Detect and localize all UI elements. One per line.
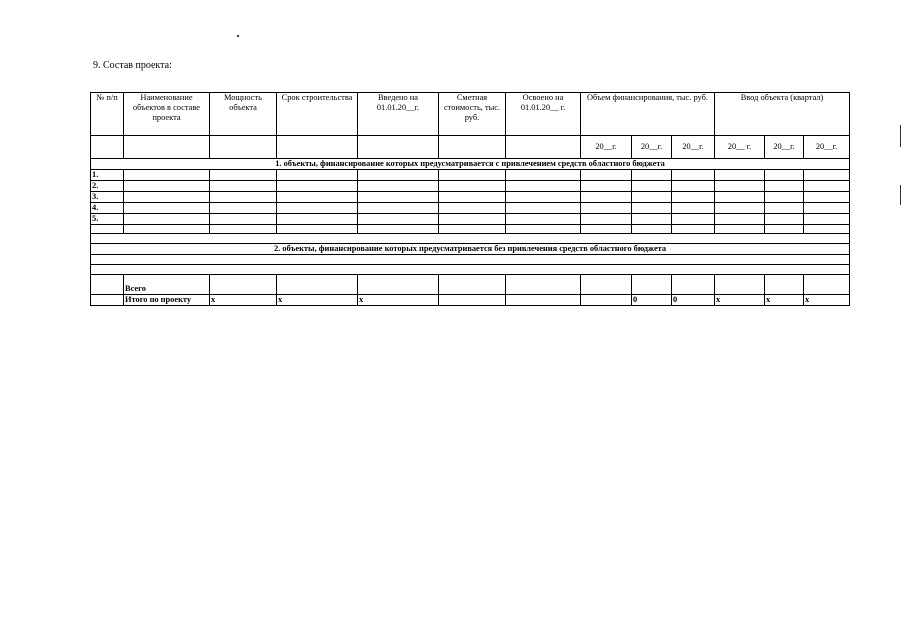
year-row — [91, 136, 850, 159]
cell — [804, 170, 850, 181]
cell — [632, 181, 672, 192]
cell — [506, 275, 581, 295]
commissioning-year: 20__г. — [765, 136, 804, 159]
cell — [632, 203, 672, 214]
cell — [439, 170, 506, 181]
cell — [439, 136, 506, 159]
cell — [581, 170, 632, 181]
cell — [439, 295, 506, 306]
cell — [672, 181, 715, 192]
cell — [210, 170, 277, 181]
cell — [804, 275, 850, 295]
col-header-cost: Сметная стоимость, тыс. руб. — [439, 93, 506, 136]
quarter-value: x — [715, 295, 765, 306]
table-row — [91, 214, 850, 225]
cell — [672, 203, 715, 214]
cell — [715, 275, 765, 295]
cell — [358, 192, 439, 203]
col-header-capacity: Мощность объекта — [210, 93, 277, 136]
cell — [715, 192, 765, 203]
cell — [765, 203, 804, 214]
cell — [765, 225, 804, 234]
margin-mark — [900, 185, 901, 205]
col-header-mastered: Освоено на 01.01.20__ г. — [506, 93, 581, 136]
financing-year: 20__г. — [632, 136, 672, 159]
cell — [506, 295, 581, 306]
cell — [632, 170, 672, 181]
table-row — [91, 234, 850, 244]
cell — [210, 181, 277, 192]
cell — [91, 225, 124, 234]
row-number: 2. — [91, 181, 124, 192]
cell — [277, 275, 358, 295]
cell — [765, 214, 804, 225]
cell — [715, 181, 765, 192]
cell — [439, 225, 506, 234]
introduced-value: x — [358, 295, 439, 306]
cell — [91, 234, 850, 244]
col-header-financing: Объем финансирования, тыс. руб. — [581, 93, 715, 136]
row-number: 3. — [91, 192, 124, 203]
cell — [506, 214, 581, 225]
cell — [581, 275, 632, 295]
cell — [277, 225, 358, 234]
cell — [439, 214, 506, 225]
cell — [358, 136, 439, 159]
cell — [581, 295, 632, 306]
cell — [672, 192, 715, 203]
cell — [715, 214, 765, 225]
cell — [124, 225, 210, 234]
cell — [672, 170, 715, 181]
cell — [91, 275, 124, 295]
financing-value: 0 — [672, 295, 715, 306]
cell — [358, 214, 439, 225]
header-row — [91, 93, 850, 136]
cell — [672, 275, 715, 295]
project-composition-table — [90, 92, 850, 306]
cell — [91, 136, 124, 159]
term-value: x — [277, 295, 358, 306]
cell — [672, 214, 715, 225]
cell — [277, 214, 358, 225]
speck-dot — [237, 35, 239, 37]
cell — [358, 170, 439, 181]
financing-value: 0 — [632, 295, 672, 306]
cell — [358, 225, 439, 234]
cell — [277, 181, 358, 192]
project-total-row — [91, 295, 850, 306]
section-1-title: 1. объекты, финансирование которых предусматривается с привлечением средств областного бюджета — [91, 159, 850, 170]
cell — [632, 225, 672, 234]
margin-mark — [900, 125, 901, 147]
cell — [581, 192, 632, 203]
cell — [439, 181, 506, 192]
table-row — [91, 192, 850, 203]
cell — [358, 203, 439, 214]
cell — [358, 275, 439, 295]
cell — [91, 265, 850, 275]
quarter-value: x — [765, 295, 804, 306]
cell — [210, 203, 277, 214]
cell — [124, 192, 210, 203]
cell — [124, 214, 210, 225]
row-number: 4. — [91, 203, 124, 214]
table-row — [91, 203, 850, 214]
cell — [765, 192, 804, 203]
row-number: 5. — [91, 214, 124, 225]
section-2-row — [91, 244, 850, 255]
cell — [804, 214, 850, 225]
financing-year: 20__г. — [581, 136, 632, 159]
cell — [210, 136, 277, 159]
col-header-commissioning: Ввод объекта (квартал) — [715, 93, 850, 136]
cell — [210, 275, 277, 295]
cell — [506, 225, 581, 234]
cell — [715, 203, 765, 214]
cell — [91, 295, 124, 306]
cell — [124, 136, 210, 159]
row-number: 1. — [91, 170, 124, 181]
cell — [506, 170, 581, 181]
cell — [581, 181, 632, 192]
cell — [210, 214, 277, 225]
cell — [632, 214, 672, 225]
cell — [765, 275, 804, 295]
total-row — [91, 275, 850, 295]
cell — [124, 181, 210, 192]
cell — [439, 203, 506, 214]
cell — [581, 203, 632, 214]
cell — [277, 136, 358, 159]
cell — [804, 181, 850, 192]
col-header-num: № п/п — [91, 93, 124, 136]
cell — [124, 170, 210, 181]
project-total-label: Итого по проекту — [124, 295, 210, 306]
commissioning-year: 20__ г. — [715, 136, 765, 159]
cell — [765, 181, 804, 192]
cell — [506, 192, 581, 203]
table-row — [91, 170, 850, 181]
capacity-value: x — [210, 295, 277, 306]
cell — [581, 225, 632, 234]
cell — [506, 181, 581, 192]
cell — [715, 170, 765, 181]
col-header-introduced: Введено на 01.01.20__г. — [358, 93, 439, 136]
cell — [765, 170, 804, 181]
cell — [358, 181, 439, 192]
cell — [804, 203, 850, 214]
financing-year: 20__г. — [672, 136, 715, 159]
cell — [439, 192, 506, 203]
cell — [277, 192, 358, 203]
cell — [439, 275, 506, 295]
table-row — [91, 225, 850, 234]
section-1-row — [91, 159, 850, 170]
section-heading: 9. Состав проекта: — [93, 60, 172, 71]
cell — [506, 203, 581, 214]
total-label: Всего — [124, 275, 210, 295]
cell — [124, 203, 210, 214]
cell — [581, 214, 632, 225]
cell — [632, 192, 672, 203]
cell — [91, 255, 850, 265]
table-row — [91, 181, 850, 192]
commissioning-year: 20__г. — [804, 136, 850, 159]
cell — [277, 203, 358, 214]
cell — [715, 225, 765, 234]
cell — [804, 192, 850, 203]
cell — [277, 170, 358, 181]
col-header-name: Наименование объектов в составе проекта — [124, 93, 210, 136]
table-row — [91, 265, 850, 275]
col-header-term: Срок строительства — [277, 93, 358, 136]
quarter-value: x — [804, 295, 850, 306]
cell — [210, 192, 277, 203]
section-2-title: 2. объекты, финансирование которых предусматривается без привлечения средств областного бюджета — [91, 244, 850, 255]
table-row — [91, 255, 850, 265]
cell — [210, 225, 277, 234]
cell — [804, 225, 850, 234]
cell — [672, 225, 715, 234]
cell — [506, 136, 581, 159]
cell — [632, 275, 672, 295]
